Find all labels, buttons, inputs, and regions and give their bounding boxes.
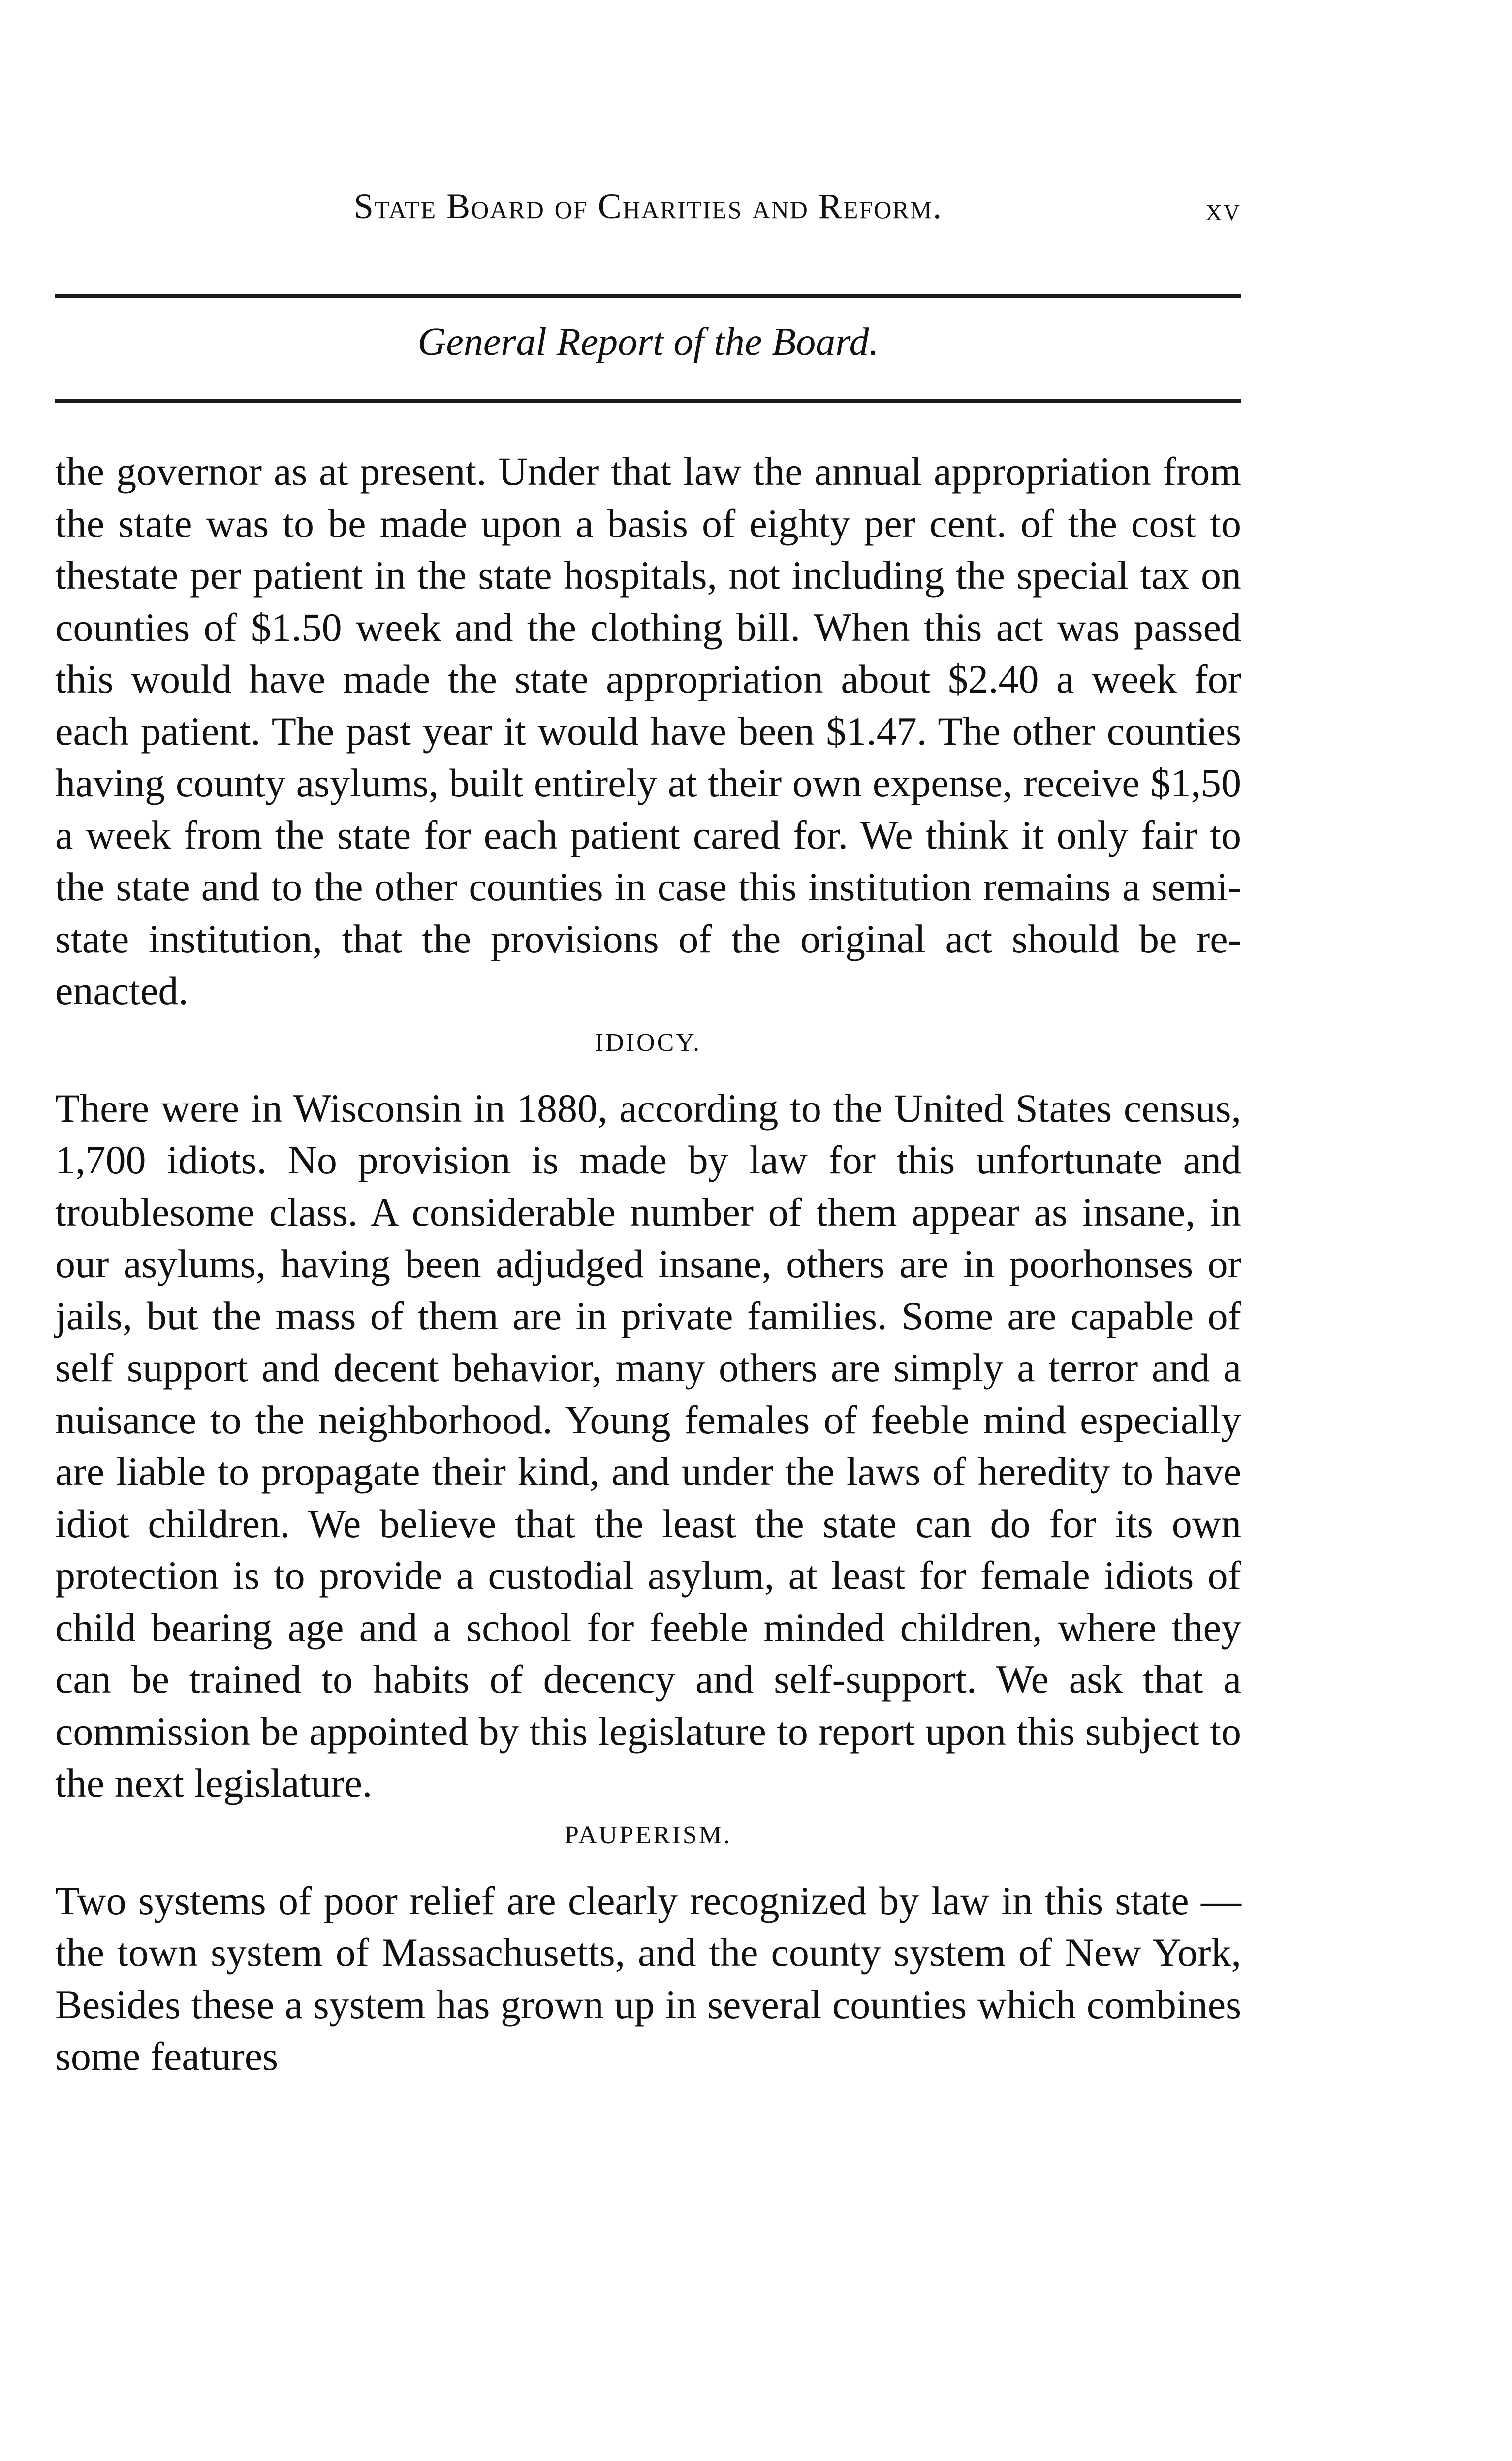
subhead-idiocy: IDIOCY.	[595, 1028, 702, 1057]
running-title: State Board of Charities and Reform.	[353, 187, 943, 226]
running-head	[55, 186, 1241, 240]
section-title: General Report of the Board.	[417, 320, 879, 364]
page-number: xv	[1205, 191, 1241, 227]
paragraph: Two systems of poor relief are clearly recognized by law in this state — the town system of Massachusetts, and the county system of New York, Besides these a system has grown up in several counties which combines some features	[55, 1878, 1241, 2079]
header-rule-top	[55, 294, 1241, 298]
paragraph: There were in Wisconsin in 1880, according to the United States census, 1,700 idiots. No provision is made by law for this unfortunate and troublesome class. A considerable number of them appear as insane, in our asylums, having been adjudged insane, others are in poorhonses or jails, but the mass of them are in private families. Some are capable of self support and decent behavior, many others are simply a terror and a nuisance to the neighborhood. Young females of feeble mind especially are liable to propagate their kind, and under the laws of heredity to have idiot children. We believe that the least the state can do for its own protection is to provide a custodial asylum, at least for female idiots of child bearing age and a school for feeble minded children, where they can be trained to habits of decency and self-support. We ask that a commission be appointed by this legislature to report upon this subject to the next legislature.	[55, 1085, 1241, 1805]
body-text	[55, 445, 1241, 2082]
subhead-pauperism: PAUPERISM.	[564, 1821, 732, 1849]
paragraph: the governor as at present. Under that law the annual appropriation from the state was to be made upon a basis of eighty per cent. of the cost to thestate per patient in the state hospitals, not including the special tax on counties of $1.50 week and the clothing bill. When this act was passed this would have made the state appropriation about $2.40 a week for each patient. The past year it would have been $1.47. The other counties having county asylums, built entirely at their own expense, receive $1,50 a week from the state for each patient cared for. We think it only fair to the state and to the other counties in case this institution remains a semi-state institution, that the provisions of the original act should be re-enacted.	[55, 449, 1241, 1013]
header-rule-bottom	[55, 399, 1241, 403]
